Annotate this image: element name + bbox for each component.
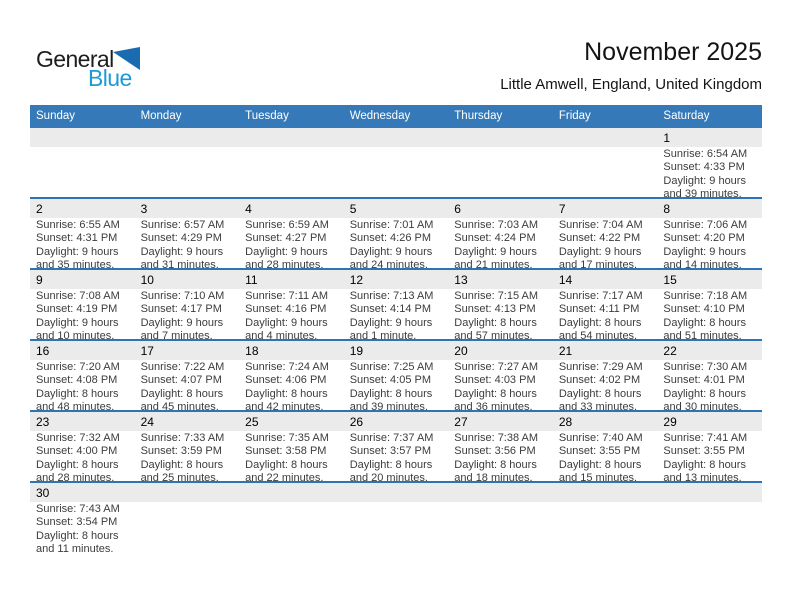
day-cell bbox=[448, 270, 553, 339]
month-title: November 2025 bbox=[584, 38, 762, 66]
sunrise-text: Sunrise: 7:06 AM bbox=[663, 219, 748, 231]
sunrise-text: Sunrise: 7:08 AM bbox=[36, 290, 120, 302]
daylight-text-line1: Daylight: 8 hours bbox=[245, 387, 328, 400]
day-number bbox=[141, 483, 238, 502]
day-number bbox=[350, 483, 447, 502]
daylight-text-line2: and 31 minutes. bbox=[140, 259, 219, 268]
sunrise-text: Sunrise: 7:43 AM bbox=[36, 503, 120, 515]
day-number: 21 bbox=[558, 344, 573, 358]
sun-info bbox=[36, 360, 133, 410]
sun-info bbox=[245, 360, 342, 410]
day-number bbox=[559, 128, 656, 147]
location-subtitle: Little Amwell, England, United Kingdom bbox=[500, 76, 762, 93]
sunrise-text: Sunrise: 6:54 AM bbox=[663, 148, 748, 160]
day-number bbox=[245, 483, 342, 502]
sun-info bbox=[245, 431, 342, 481]
day-number: 30 bbox=[36, 486, 50, 500]
sun-info bbox=[663, 147, 760, 197]
week-cells bbox=[30, 128, 762, 197]
weekday-header-monday: Monday bbox=[140, 110, 182, 122]
day-cell bbox=[344, 199, 449, 268]
daylight-text-line1: Daylight: 8 hours bbox=[36, 458, 119, 471]
sun-info bbox=[559, 147, 656, 148]
sunset-text: Sunset: 4:29 PM bbox=[140, 232, 222, 245]
daylight-text-line2: and 35 minutes. bbox=[36, 259, 115, 268]
sunset-text: Sunset: 3:58 PM bbox=[245, 445, 327, 458]
sunrise-text: Sunrise: 7:22 AM bbox=[140, 361, 225, 373]
day-number: 22 bbox=[663, 344, 677, 358]
day-number: 15 bbox=[663, 273, 677, 287]
empty-cell bbox=[135, 128, 240, 197]
sun-info bbox=[350, 289, 447, 339]
sun-info bbox=[141, 289, 238, 339]
sunset-text: Sunset: 4:02 PM bbox=[558, 374, 641, 387]
day-number bbox=[245, 128, 342, 147]
sunrise-text: Sunrise: 7:37 AM bbox=[349, 432, 434, 444]
sun-info bbox=[141, 502, 238, 503]
weekday-header-friday: Friday bbox=[558, 110, 591, 122]
empty-cell bbox=[657, 483, 762, 556]
daylight-text-line1: Daylight: 9 hours bbox=[36, 316, 119, 329]
sunset-text: Sunset: 3:55 PM bbox=[558, 445, 641, 458]
day-cell bbox=[657, 270, 762, 339]
sunset-text: Sunset: 4:11 PM bbox=[558, 303, 640, 316]
week-row bbox=[30, 199, 762, 270]
day-cell bbox=[553, 270, 658, 339]
empty-cell bbox=[553, 128, 658, 197]
daylight-text-line1: Daylight: 8 hours bbox=[558, 458, 642, 471]
sun-info bbox=[36, 147, 133, 148]
logo-text-blue: Blue bbox=[88, 65, 132, 91]
week-row bbox=[30, 270, 762, 341]
sunset-text: Sunset: 4:17 PM bbox=[140, 303, 222, 316]
daylight-text-line2: and 25 minutes. bbox=[140, 472, 219, 481]
day-number: 16 bbox=[36, 344, 50, 358]
sunrise-text: Sunrise: 7:40 AM bbox=[558, 432, 643, 444]
daylight-text-line2: and 17 minutes. bbox=[558, 259, 638, 268]
sun-info bbox=[245, 147, 342, 148]
sun-info bbox=[141, 360, 238, 410]
daylight-text-line1: Daylight: 8 hours bbox=[558, 387, 642, 400]
daylight-text-line2: and 33 minutes. bbox=[558, 401, 638, 410]
sunset-text: Sunset: 4:01 PM bbox=[663, 374, 745, 387]
calendar-grid bbox=[30, 105, 762, 556]
daylight-text-line2: and 57 minutes. bbox=[454, 330, 533, 339]
sun-info bbox=[559, 218, 656, 268]
daylight-text-line2: and 11 minutes. bbox=[36, 543, 114, 556]
sun-info bbox=[245, 502, 342, 503]
day-number: 3 bbox=[140, 202, 148, 216]
day-number: 4 bbox=[245, 202, 252, 216]
daylight-text-line1: Daylight: 9 hours bbox=[36, 245, 119, 258]
daylight-text-line2: and 51 minutes. bbox=[663, 330, 742, 339]
sun-info bbox=[245, 289, 342, 339]
sun-info bbox=[454, 289, 551, 339]
sunrise-text: Sunrise: 7:25 AM bbox=[349, 361, 434, 373]
sunrise-text: Sunrise: 7:11 AM bbox=[245, 290, 329, 302]
daylight-text-line2: and 13 minutes. bbox=[663, 472, 742, 481]
sun-info bbox=[454, 502, 551, 503]
daylight-text-line1: Daylight: 9 hours bbox=[349, 316, 433, 329]
daylight-text-line2: and 24 minutes. bbox=[349, 259, 428, 268]
daylight-text-line2: and 15 minutes. bbox=[558, 472, 638, 481]
sunset-text: Sunset: 4:22 PM bbox=[558, 232, 641, 245]
week-row bbox=[30, 483, 762, 556]
daylight-text-line2: and 10 minutes. bbox=[36, 330, 115, 339]
day-number bbox=[36, 128, 133, 147]
day-cell bbox=[448, 199, 553, 268]
sunset-text: Sunset: 3:54 PM bbox=[36, 516, 118, 529]
sunrise-text: Sunrise: 7:30 AM bbox=[663, 361, 748, 373]
sun-info bbox=[141, 147, 238, 148]
sun-info bbox=[350, 147, 447, 148]
weekday-header-tuesday: Tuesday bbox=[245, 110, 289, 122]
sunset-text: Sunset: 4:14 PM bbox=[349, 303, 432, 316]
sun-info bbox=[36, 502, 133, 556]
sunrise-text: Sunrise: 7:15 AM bbox=[454, 290, 539, 302]
day-number: 28 bbox=[558, 415, 573, 429]
day-number bbox=[559, 483, 656, 502]
sun-info bbox=[663, 289, 760, 339]
sunrise-text: Sunrise: 7:33 AM bbox=[140, 432, 225, 444]
empty-cell bbox=[135, 483, 240, 556]
sun-info bbox=[454, 360, 551, 410]
daylight-text-line2: and 1 minute. bbox=[349, 330, 417, 339]
sun-info bbox=[663, 502, 760, 503]
day-cell bbox=[657, 128, 762, 197]
day-cell bbox=[448, 341, 553, 410]
weekday-header-saturday: Saturday bbox=[663, 110, 710, 122]
day-cell bbox=[657, 412, 762, 481]
sunrise-text: Sunrise: 7:01 AM bbox=[349, 219, 434, 231]
daylight-text-line1: Daylight: 9 hours bbox=[349, 245, 433, 258]
day-number: 10 bbox=[140, 273, 154, 287]
sun-info bbox=[454, 431, 551, 481]
logo-text-general: General bbox=[36, 46, 114, 72]
sunrise-text: Sunrise: 7:03 AM bbox=[454, 219, 539, 231]
sunrise-text: Sunrise: 6:59 AM bbox=[245, 219, 329, 231]
sunrise-text: Sunrise: 7:29 AM bbox=[558, 361, 643, 373]
daylight-text-line2: and 30 minutes. bbox=[663, 401, 742, 410]
empty-cell bbox=[344, 483, 449, 556]
sun-info bbox=[350, 218, 447, 268]
week-cells bbox=[30, 270, 762, 339]
daylight-text-line2: and 28 minutes. bbox=[36, 472, 115, 481]
sunset-text: Sunset: 3:57 PM bbox=[349, 445, 432, 458]
daylight-text-line2: and 7 minutes. bbox=[140, 330, 213, 339]
general-blue-logo bbox=[36, 46, 146, 90]
daylight-text-line2: and 14 minutes. bbox=[663, 259, 742, 268]
day-cell bbox=[135, 341, 240, 410]
sun-info bbox=[36, 289, 133, 339]
day-cell bbox=[448, 412, 553, 481]
sunset-text: Sunset: 4:06 PM bbox=[245, 374, 327, 387]
empty-cell bbox=[448, 128, 553, 197]
sun-info bbox=[454, 218, 551, 268]
daylight-text-line1: Daylight: 8 hours bbox=[454, 458, 537, 471]
weekday-header-sunday: Sunday bbox=[36, 110, 76, 122]
day-number bbox=[663, 483, 760, 502]
daylight-text-line1: Daylight: 8 hours bbox=[140, 458, 224, 471]
day-cell bbox=[239, 270, 344, 339]
sunrise-text: Sunrise: 7:17 AM bbox=[558, 290, 643, 302]
sunrise-text: Sunrise: 6:57 AM bbox=[140, 219, 225, 231]
day-number: 19 bbox=[349, 344, 364, 358]
day-number: 24 bbox=[140, 415, 154, 429]
daylight-text-line1: Daylight: 9 hours bbox=[245, 316, 328, 329]
sunrise-text: Sunrise: 7:04 AM bbox=[558, 219, 643, 231]
daylight-text-line1: Daylight: 9 hours bbox=[663, 174, 746, 187]
day-cell bbox=[239, 199, 344, 268]
daylight-text-line1: Daylight: 9 hours bbox=[663, 245, 746, 258]
sunset-text: Sunset: 4:24 PM bbox=[454, 232, 536, 245]
week-cells bbox=[30, 199, 762, 268]
sunset-text: Sunset: 4:07 PM bbox=[140, 374, 222, 387]
daylight-text-line1: Daylight: 8 hours bbox=[454, 316, 537, 329]
day-number: 9 bbox=[36, 273, 43, 287]
day-cell bbox=[657, 199, 762, 268]
daylight-text-line1: Daylight: 8 hours bbox=[663, 387, 746, 400]
sunrise-text: Sunrise: 7:13 AM bbox=[349, 290, 434, 302]
sun-info bbox=[141, 431, 238, 481]
sun-info bbox=[245, 218, 342, 268]
daylight-text-line2: and 42 minutes. bbox=[245, 401, 324, 410]
sunset-text: Sunset: 3:56 PM bbox=[454, 445, 536, 458]
day-number: 1 bbox=[663, 131, 671, 145]
day-cell bbox=[239, 412, 344, 481]
sun-info bbox=[350, 502, 447, 503]
daylight-text-line2: and 20 minutes. bbox=[349, 472, 428, 481]
day-number: 7 bbox=[558, 202, 566, 216]
sunset-text: Sunset: 4:19 PM bbox=[36, 303, 118, 316]
day-cell bbox=[135, 270, 240, 339]
day-cell bbox=[344, 341, 449, 410]
sunset-text: Sunset: 4:20 PM bbox=[663, 232, 745, 245]
day-cell bbox=[30, 483, 135, 556]
daylight-text-line2: and 21 minutes. bbox=[454, 259, 533, 268]
sunrise-text: Sunrise: 7:27 AM bbox=[454, 361, 539, 373]
week-cells bbox=[30, 412, 762, 481]
daylight-text-line2: and 28 minutes. bbox=[245, 259, 324, 268]
day-number: 12 bbox=[349, 273, 364, 287]
day-cell bbox=[344, 412, 449, 481]
sunset-text: Sunset: 4:33 PM bbox=[663, 161, 745, 174]
sun-info bbox=[663, 360, 760, 410]
week-row bbox=[30, 412, 762, 483]
day-number bbox=[350, 128, 447, 147]
week-row bbox=[30, 128, 762, 199]
daylight-text-line2: and 48 minutes. bbox=[36, 401, 115, 410]
weekday-header-wednesday: Wednesday bbox=[349, 110, 411, 122]
day-cell bbox=[135, 199, 240, 268]
day-cell bbox=[553, 412, 658, 481]
empty-cell bbox=[239, 128, 344, 197]
week-cells bbox=[30, 341, 762, 410]
sunset-text: Sunset: 3:59 PM bbox=[140, 445, 222, 458]
day-number: 8 bbox=[663, 202, 671, 216]
sun-info bbox=[559, 431, 656, 481]
sunset-text: Sunset: 4:31 PM bbox=[36, 232, 118, 245]
day-number: 5 bbox=[349, 202, 357, 216]
daylight-text-line1: Daylight: 9 hours bbox=[140, 316, 224, 329]
day-number: 23 bbox=[36, 415, 50, 429]
daylight-text-line1: Daylight: 8 hours bbox=[36, 529, 119, 542]
sun-info bbox=[559, 360, 656, 410]
day-cell bbox=[553, 199, 658, 268]
empty-cell bbox=[553, 483, 658, 556]
sun-info bbox=[350, 431, 447, 481]
daylight-text-line1: Daylight: 9 hours bbox=[454, 245, 537, 258]
sunset-text: Sunset: 4:03 PM bbox=[454, 374, 536, 387]
sunset-text: Sunset: 4:08 PM bbox=[36, 374, 118, 387]
sunrise-text: Sunrise: 6:55 AM bbox=[36, 219, 120, 231]
daylight-text-line2: and 18 minutes. bbox=[454, 472, 533, 481]
sun-info bbox=[559, 289, 656, 339]
daylight-text-line2: and 45 minutes. bbox=[140, 401, 219, 410]
day-number bbox=[454, 128, 551, 147]
sunset-text: Sunset: 4:26 PM bbox=[349, 232, 432, 245]
day-cell bbox=[30, 270, 135, 339]
day-cell bbox=[553, 341, 658, 410]
sunrise-text: Sunrise: 7:35 AM bbox=[245, 432, 329, 444]
daylight-text-line1: Daylight: 8 hours bbox=[140, 387, 224, 400]
daylight-text-line1: Daylight: 9 hours bbox=[558, 245, 642, 258]
weeks-container bbox=[30, 128, 762, 556]
daylight-text-line1: Daylight: 9 hours bbox=[140, 245, 224, 258]
day-cell bbox=[239, 341, 344, 410]
sunset-text: Sunset: 3:55 PM bbox=[663, 445, 745, 458]
daylight-text-line1: Daylight: 8 hours bbox=[558, 316, 642, 329]
day-number: 14 bbox=[558, 273, 573, 287]
sunset-text: Sunset: 4:27 PM bbox=[245, 232, 327, 245]
empty-cell bbox=[239, 483, 344, 556]
empty-cell bbox=[448, 483, 553, 556]
day-number: 17 bbox=[140, 344, 154, 358]
sunset-text: Sunset: 4:05 PM bbox=[349, 374, 432, 387]
sun-info bbox=[141, 218, 238, 268]
sun-info bbox=[559, 502, 656, 503]
sunrise-text: Sunrise: 7:18 AM bbox=[663, 290, 748, 302]
day-cell bbox=[135, 412, 240, 481]
sunrise-text: Sunrise: 7:41 AM bbox=[663, 432, 748, 444]
sun-info bbox=[663, 431, 760, 481]
sunrise-text: Sunrise: 7:32 AM bbox=[36, 432, 120, 444]
sunrise-text: Sunrise: 7:38 AM bbox=[454, 432, 539, 444]
daylight-text-line2: and 4 minutes. bbox=[245, 330, 318, 339]
day-number: 13 bbox=[454, 273, 468, 287]
day-number: 18 bbox=[245, 344, 259, 358]
daylight-text-line2: and 39 minutes. bbox=[663, 188, 742, 197]
sunset-text: Sunset: 4:00 PM bbox=[36, 445, 118, 458]
day-number bbox=[454, 483, 551, 502]
empty-cell bbox=[344, 128, 449, 197]
day-number: 2 bbox=[36, 202, 43, 216]
day-cell bbox=[657, 341, 762, 410]
day-number: 20 bbox=[454, 344, 468, 358]
day-number bbox=[141, 128, 238, 147]
day-number: 29 bbox=[663, 415, 677, 429]
sun-info bbox=[36, 431, 133, 481]
day-number: 6 bbox=[454, 202, 461, 216]
day-number: 11 bbox=[245, 273, 258, 287]
day-cell bbox=[344, 270, 449, 339]
daylight-text-line2: and 54 minutes. bbox=[558, 330, 638, 339]
sun-info bbox=[454, 147, 551, 148]
day-cell bbox=[30, 341, 135, 410]
day-cell bbox=[30, 412, 135, 481]
day-cell bbox=[30, 199, 135, 268]
day-number: 27 bbox=[454, 415, 468, 429]
sun-info bbox=[663, 218, 760, 268]
sunset-text: Sunset: 4:16 PM bbox=[245, 303, 327, 316]
week-cells bbox=[30, 483, 762, 556]
day-number: 25 bbox=[245, 415, 259, 429]
sunset-text: Sunset: 4:13 PM bbox=[454, 303, 536, 316]
sunrise-text: Sunrise: 7:10 AM bbox=[140, 290, 225, 302]
empty-cell bbox=[30, 128, 135, 197]
daylight-text-line1: Daylight: 8 hours bbox=[349, 458, 433, 471]
daylight-text-line2: and 36 minutes. bbox=[454, 401, 533, 410]
daylight-text-line2: and 39 minutes. bbox=[349, 401, 428, 410]
daylight-text-line1: Daylight: 8 hours bbox=[663, 458, 746, 471]
daylight-text-line1: Daylight: 9 hours bbox=[245, 245, 328, 258]
daylight-text-line1: Daylight: 8 hours bbox=[349, 387, 433, 400]
sunrise-text: Sunrise: 7:20 AM bbox=[36, 361, 120, 373]
daylight-text-line1: Daylight: 8 hours bbox=[36, 387, 119, 400]
day-number: 26 bbox=[349, 415, 364, 429]
daylight-text-line1: Daylight: 8 hours bbox=[245, 458, 328, 471]
daylight-text-line1: Daylight: 8 hours bbox=[663, 316, 746, 329]
weekday-header-thursday: Thursday bbox=[454, 110, 503, 122]
sunset-text: Sunset: 4:10 PM bbox=[663, 303, 745, 316]
sun-info bbox=[36, 218, 133, 268]
daylight-text-line2: and 22 minutes. bbox=[245, 472, 324, 481]
week-row bbox=[30, 341, 762, 412]
weekday-header-row bbox=[30, 105, 762, 128]
daylight-text-line1: Daylight: 8 hours bbox=[454, 387, 537, 400]
sunrise-text: Sunrise: 7:24 AM bbox=[245, 361, 329, 373]
sun-info bbox=[350, 360, 447, 410]
